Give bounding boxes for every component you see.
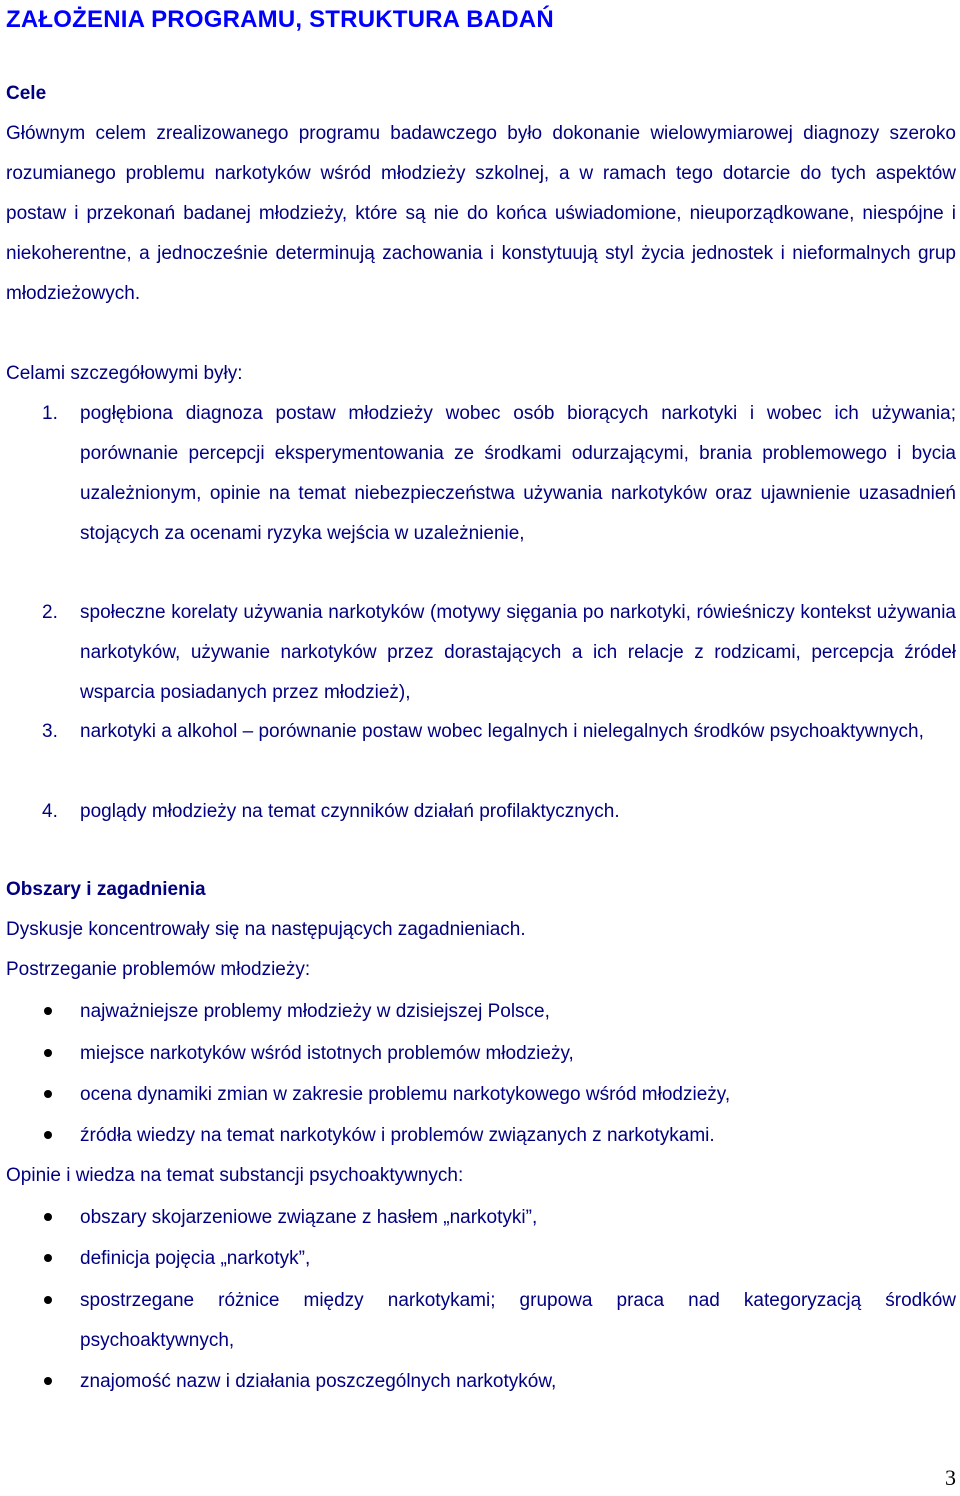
list-item-number: 4. <box>42 801 58 822</box>
bullet-item-text: najważniejsze problemy młodzieży w dzisiejszej Polsce, <box>80 1001 550 1022</box>
list-item-number: 1. <box>42 403 58 424</box>
group-label: Opinie i wiedza na temat substancji psychoaktywnych: <box>6 1165 464 1186</box>
bullet-icon <box>44 1090 52 1098</box>
bullet-item-text: miejsce narkotyków wśród istotnych problemów młodzieży, <box>80 1043 574 1064</box>
list-item-text: narkotyki a alkohol – porównanie postaw wobec legalnych i nielegalnych środków psychoaktywnych, <box>80 721 924 742</box>
list-item-text: poglądy młodzieży na temat czynników działań profilaktycznych. <box>80 801 620 822</box>
list-item-number: 2. <box>42 602 58 623</box>
page-number: 3 <box>945 1465 956 1490</box>
paragraph-sub: Celami szczegółowymi były: <box>6 363 243 384</box>
section-heading-obszary: Obszary i zagadnienia <box>6 879 206 900</box>
document-title: ZAŁOŻENIA PROGRAMU, STRUKTURA BADAŃ <box>6 6 554 33</box>
bullet-item-text: obszary skojarzeniowe związane z hasłem „narkotyki”, <box>80 1207 538 1228</box>
bullet-item-text: spostrzegane różnice między narkotykami; grupowa praca nad kategoryzacją środków psychoaktywnych, <box>80 1290 956 1351</box>
bullet-item-text: definicja pojęcia „narkotyk”, <box>80 1248 311 1269</box>
section-heading-cele: Cele <box>6 83 47 104</box>
paragraph-intro: Głównym celem zrealizowanego programu badawczego było dokonanie wielowymiarowej diagnozy szeroko rozumianego problemu narkotyków wśród młodzieży szkolnej, a w ramach tego dotarcie do tych aspektów postaw i przekonań badanej młodzieży, które są nie do końca uświadomione, nieuporządkowane, niespójne i niekoherentne, a jednocześnie determinują zachowania i konstytuują styl życia jednostek i nieformalnych grup młodzieżowych. <box>6 123 956 304</box>
paragraph-section2-intro: Dyskusje koncentrowały się na następujących zagadnieniach. <box>6 919 526 940</box>
bullet-icon <box>44 1007 52 1015</box>
bullet-icon <box>44 1296 52 1304</box>
bullet-item-text: ocena dynamiki zmian w zakresie problemu narkotykowego wśród młodzieży, <box>80 1084 731 1105</box>
list-item-text: społeczne korelaty używania narkotyków (motywy sięgania po narkotyki, rówieśniczy kontekst używania narkotyków, używanie narkotyków przez dorastających a ich relacje z rodzicami, percepcja źródeł wsparcia posiadanych przez młodzież), <box>80 602 956 703</box>
bullet-icon <box>44 1377 52 1385</box>
bullet-item-text: źródła wiedzy na temat narkotyków i problemów związanych z narkotykami. <box>80 1125 715 1146</box>
list-item-number: 3. <box>42 721 58 742</box>
group-label: Postrzeganie problemów młodzieży: <box>6 959 311 980</box>
bullet-icon <box>44 1049 52 1057</box>
bullet-icon <box>44 1254 52 1262</box>
bullet-icon <box>44 1213 52 1221</box>
bullet-icon <box>44 1131 52 1139</box>
list-item-text: pogłębiona diagnoza postaw młodzieży wobec osób biorących narkotyki i wobec ich używania; porównanie percepcji eksperymentowania ze środkami odurzającymi, brania problemowego i bycia uzależnionym, opinie na temat niebezpieczeństwa używania narkotyków oraz ujawnienie uzasadnień stojących za ocenami ryzyka wejścia w uzależnienie, <box>80 403 956 544</box>
bullet-item-text: znajomość nazw i działania poszczególnych narkotyków, <box>80 1371 557 1392</box>
